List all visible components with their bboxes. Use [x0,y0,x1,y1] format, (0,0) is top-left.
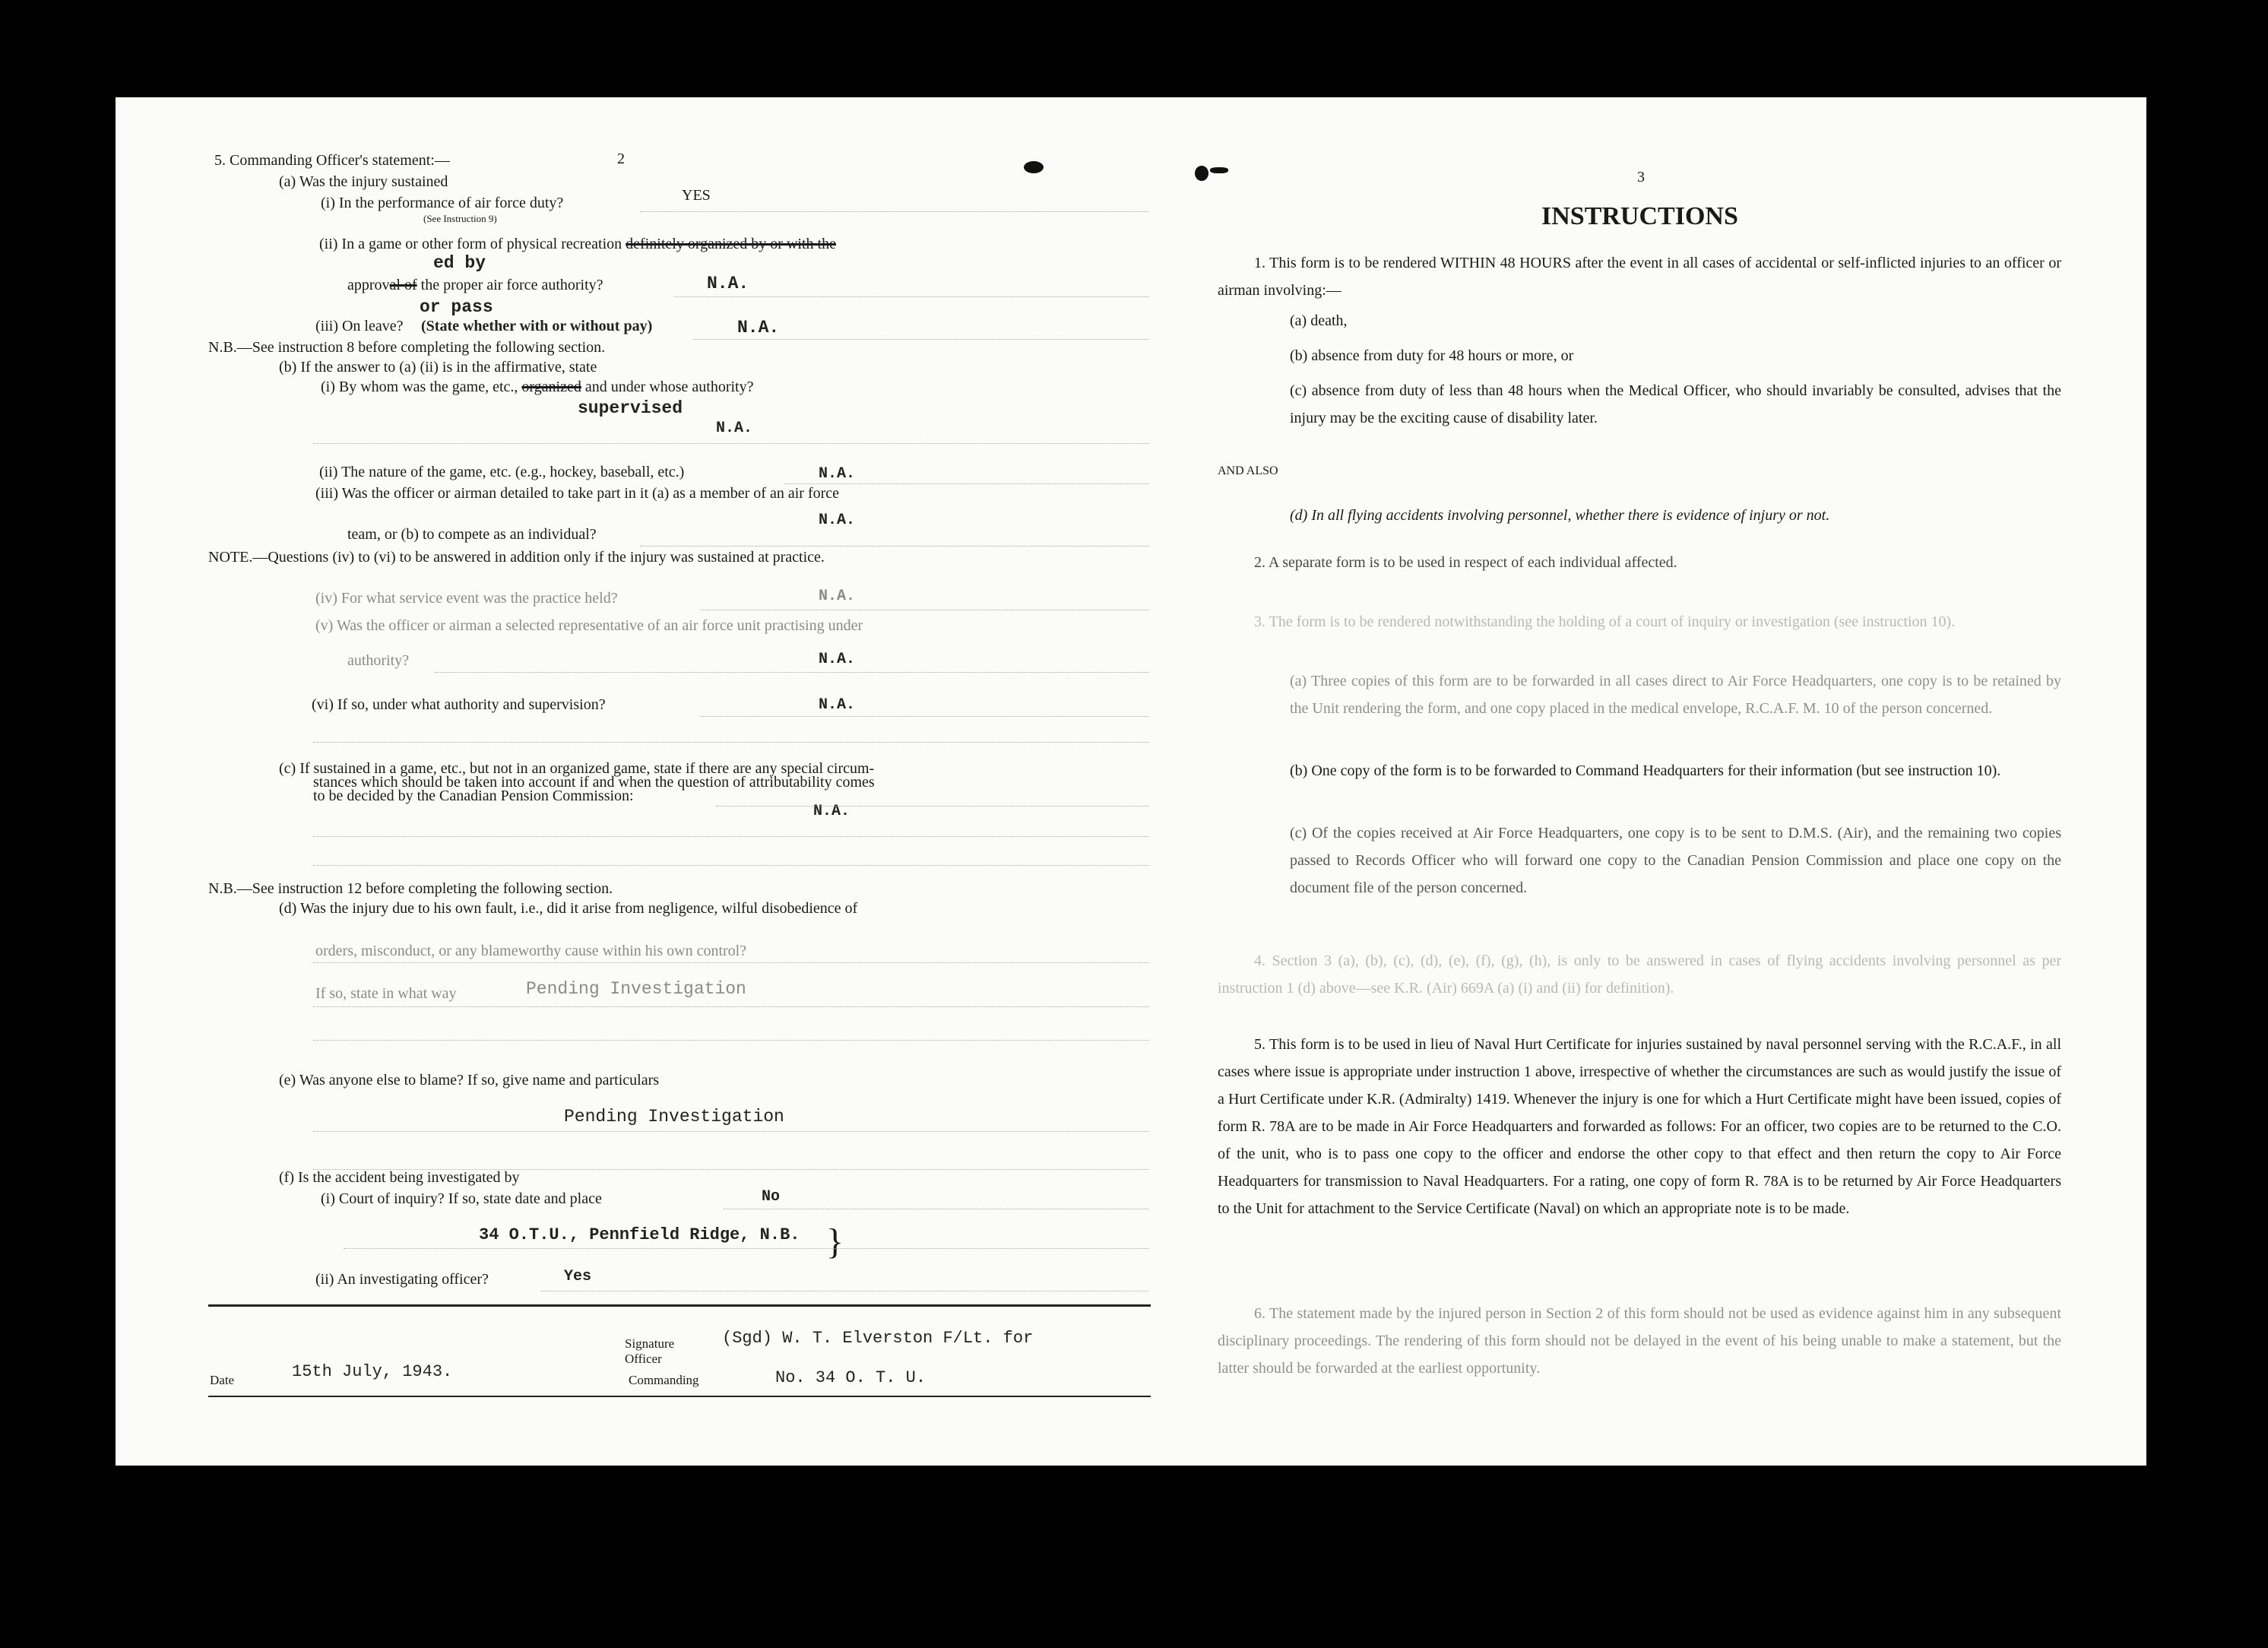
typed-a-iii: (State whether with or without pay) [421,318,653,334]
typed-insert: ed by [433,253,486,273]
answer-b-iv: N.A. [819,588,856,605]
nb-instruction-8: N.B.—See instruction 8 before completing the following section. [208,339,606,356]
instruction-1: 1. This form is to be rendered WITHIN 48 HOURS after the event in all cases of accidental or self-inflicted injuries to an officer or airman involving:— [1218,255,2061,299]
instruction-1d: (d) In all flying accidents involving personnel, whether there is evidence of injury or not. [1290,507,1830,524]
signature-officer-label: Officer [625,1352,662,1366]
answer-line [313,1006,1149,1007]
instruction-3a: (a) Three copies of this form are to be forwarded in all cases direct to Air Force Headquarters, one copy is to be retained by the Unit rendering the form, and one copy placed in the medical envelope, R.C.A.F. M. 10 of the person concerned. [1290,673,2061,717]
answer-line [313,865,1149,866]
question-a-i: (i) In the performance of air force duty? [321,195,564,211]
answer-b-vi: N.A. [819,696,856,714]
answer-line [313,443,1149,444]
question-e: (e) Was anyone else to blame? If so, give name and particulars [279,1072,660,1089]
question-b-i [321,379,753,396]
instruction-3c: (c) Of the copies received at Air Force Headquarters, one copy is to be sent to D.M.S. (Air), and the remaining two copies passed to Records Officer who will forward one copy to the Canadian Pension Commission and place one copy on the document file of the person concerned. [1290,825,2061,896]
question-f-i: (i) Court of inquiry? If so, state date and place [321,1190,602,1207]
answer-line [784,483,1149,484]
answer-f-location: 34 O.T.U., Pennfield Ridge, N.B. [479,1225,800,1244]
answer-line [640,211,1149,212]
question-a-ii-line2 [347,277,603,294]
signature-value: (Sgd) W. T. Elverston F/Lt. for [722,1329,1034,1348]
question-d-line3: If so, state in what way [315,985,457,1002]
answer-line [313,1131,1149,1132]
instruction-2: 2. A separate form is to be used in respect of each individual affected. [1254,554,1677,571]
signature-rule-bottom [208,1396,1151,1397]
answer-a-i: YES [682,187,711,204]
instruction-6: 6. The statement made by the injured person in Section 2 of this form should not be used as evidence against him in any subsequent disciplinary proceedings. The rendering of this form should not be delayed in the event of his being unable to make a statement, but the latter should be forwarded at the earliest opportunity. [1218,1305,2061,1377]
note-practice: NOTE.—Questions (iv) to (vi) to be answered in addition only if the injury was sustained at practice. [208,549,825,566]
nb-instruction-12: N.B.—See instruction 12 before completing the following section. [208,880,613,897]
instruction-3b: (b) One copy of the form is to be forwarded to Command Headquarters for their information (but see instruction 10). [1290,762,2001,779]
ink-blot [1024,161,1044,173]
question-b-i-text: (i) By whom was the game, etc., [321,379,522,395]
question-c-line2: stances which should be taken into account if and when the question of attributability comes [313,774,875,791]
instruction-1a: (a) death, [1290,312,1348,329]
answer-f-i: No [762,1188,781,1206]
question-a-ii-text3: the proper air force authority? [417,277,603,293]
question-b-iv: (iv) For what service event was the practice held? [315,590,618,607]
question-a-ii-line1 [319,236,836,253]
answer-line [435,672,1149,673]
question-d-line1: (d) Was the injury due to his own fault, i.e., did it arise from negligence, wilful disobedience of [279,900,858,917]
instruction-4: 4. Section 3 (a), (b), (c), (d), (e), (f), (g), (h), is only to be answered in cases of flying accidents involving personnel as per instruction 1 (d) above—see K.R. (Air) 669A (a) (i) and (ii) for definition). [1218,952,2061,997]
answer-b-ii: N.A. [819,465,856,483]
answer-b-iii: N.A. [819,512,856,529]
answer-line [313,742,1149,743]
answer-line [313,1040,1149,1041]
answer-c: N.A. [813,803,850,820]
answer-line [313,1169,1149,1170]
answer-a-iii: N.A. [737,318,780,338]
document-page [116,97,2146,1466]
ink-blot [1210,167,1228,173]
answer-line [313,836,1149,837]
signature-commanding-label: Commanding [629,1373,699,1387]
answer-e: Pending Investigation [564,1107,784,1127]
answer-f-ii: Yes [564,1268,592,1285]
question-b-iii-line1: (iii) Was the officer or airman detailed to take part in it (a) as a member of an air force [315,485,840,502]
and-also: AND ALSO [1218,464,1278,477]
answer-line [716,806,1149,807]
answer-line [640,546,1149,547]
struck-text-3: organized [521,379,581,395]
question-b: (b) If the answer to (a) (ii) is in the affirmative, state [279,359,597,376]
instruction-1c: (c) absence from duty of less than 48 hours when the Medical Officer, who should invariably be consulted, advises that the injury may be the exciting cause of disability later. [1290,382,2061,426]
struck-text: definitely organized by or with the [626,236,836,252]
answer-b-v: N.A. [819,651,856,668]
instruction-3: 3. The form is to be rendered notwithstanding the holding of a court of inquiry or investigation (see instruction 10). [1254,613,1956,630]
instruction-5: 5. This form is to be used in lieu of Naval Hurt Certificate for injuries sustained by naval personnel serving with the R.C.A.F., in all cases where issue is appropriate under instruction 1 above, irrespective of whether the circumstances are such as would justify the issue of a Hurt Certificate under K.R. (Admiralty) 1419. Whenever the injury is one for which a Hurt Certificate might have been issued, copies of form R. 78A are to be made in Air Force Headquarters and forwarded as follows: For an officer, two copies are to be returned to the C.O. of the unit, who is to pass one copy to the officer and endorse the other copy to that effect and then return the copy to Air Force Headquarters for transmission to Naval Headquarters. For a rating, one copy of form R. 78A is to be returned by Air Force Headquarters to the Unit for attachment to the Service Certificate (Naval) on which an appropriate note is to be made. [1218,1036,2061,1217]
section-5-title: 5. Commanding Officer's statement:— [214,152,450,169]
question-a-iii: (iii) On leave? [315,318,404,334]
ink-blot [1195,166,1208,181]
signature-label: Signature [625,1336,675,1351]
struck-text-2: al of [389,277,417,293]
answer-line [313,962,1149,963]
brace-mark: } [826,1222,844,1262]
page-number-left: 2 [617,151,625,167]
question-a: (a) Was the injury sustained [279,173,448,190]
date-label: Date [210,1373,235,1387]
answer-line [693,339,1149,340]
question-c-line1: (c) If sustained in a game, etc., but not in an organized game, state if there are any special circum- [279,760,875,777]
answer-line [674,296,1149,297]
question-d-line2: orders, misconduct, or any blameworthy cause within his own control? [315,943,747,959]
answer-line [344,1248,1149,1249]
question-b-v-line2: authority? [347,652,410,669]
instruction-1b: (b) absence from duty for 48 hours or more, or [1290,347,1574,364]
answer-a-ii: N.A. [707,274,749,293]
question-b-i-text2: and under whose authority? [581,379,754,395]
answer-line [701,716,1149,717]
typed-insert-3: supervised [578,398,683,418]
answer-b-i: N.A. [716,420,753,437]
question-b-iii-line2: team, or (b) to compete as an individual? [347,526,597,543]
question-f-ii: (ii) An investigating officer? [315,1271,489,1288]
question-a-i-note: (See Instruction 9) [423,213,497,224]
question-c-line3: to be decided by the Canadian Pension Commission: [313,788,634,804]
question-b-vi: (vi) If so, under what authority and supervision? [312,696,606,713]
question-b-v-line1: (v) Was the officer or airman a selected representative of an air force unit practising under [315,617,863,634]
question-a-ii-text: (ii) In a game or other form of physical recreation [319,236,626,252]
question-a-ii-text2: approv [347,277,390,293]
question-f: (f) Is the accident being investigated by [279,1169,520,1186]
instructions-title: INSTRUCTIONS [1541,202,1738,230]
typed-insert-2: or pass [420,297,493,317]
answer-d: Pending Investigation [526,979,746,999]
question-b-ii: (ii) The nature of the game, etc. (e.g., hockey, baseball, etc.) [319,464,685,480]
date-value: 15th July, 1943. [292,1362,453,1381]
unit-value: No. 34 O. T. U. [775,1368,927,1387]
signature-rule-top [208,1304,1151,1307]
page-number-right: 3 [1637,169,1645,185]
